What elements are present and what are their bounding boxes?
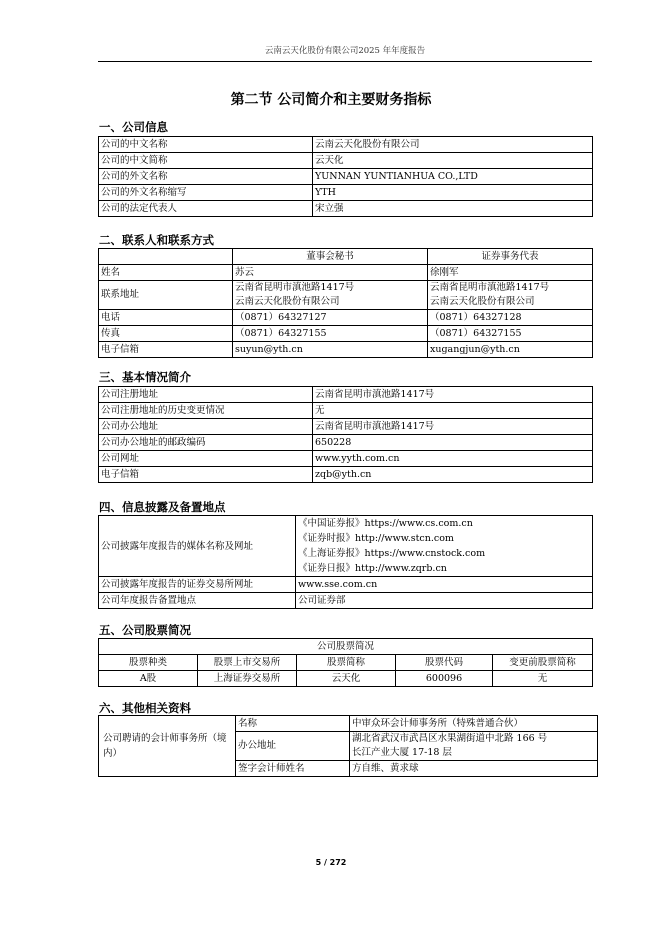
label-cell: 电子信箱 xyxy=(99,342,233,358)
column-header-secretary: 董事会秘书 xyxy=(233,249,428,265)
table-row xyxy=(99,249,593,265)
value-cell: 云南省昆明市滇池路1417号 xyxy=(313,419,593,435)
column-header: 股票简称 xyxy=(297,655,396,671)
label-cell: 公司注册地址 xyxy=(99,387,313,403)
label-cell: 公司披露年度报告的证券交易所网址 xyxy=(99,577,296,593)
label-cell: 电话 xyxy=(99,310,233,326)
table-row xyxy=(99,671,593,687)
group-label: 公司聘请的会计师事务所（境内） xyxy=(99,716,236,777)
label-cell: 公司网址 xyxy=(99,451,313,467)
label-cell: 公司办公地址 xyxy=(99,419,313,435)
address-line: 湖北省武汉市武昌区水果湖街道中北路 166 号 xyxy=(352,733,548,744)
value-cell: 云天化 xyxy=(297,671,396,687)
value-cell: 公司证券部 xyxy=(296,593,593,609)
label-cell: 名称 xyxy=(236,716,350,732)
table-row xyxy=(99,716,598,732)
media-line: 《证券时报》http://www.stcn.com xyxy=(298,533,454,544)
table-row xyxy=(99,201,593,217)
table-row xyxy=(99,639,593,655)
table-row xyxy=(99,326,593,342)
section-heading-contacts: 二、联系人和联系方式 xyxy=(99,233,214,247)
table-row xyxy=(99,655,593,671)
section-heading-disclosure: 四、信息披露及备置地点 xyxy=(99,500,226,514)
column-header: 变更前股票简称 xyxy=(493,655,593,671)
value-cell: zqb@yth.cn xyxy=(313,467,593,483)
media-line: 《证券日报》http://www.zqrb.cn xyxy=(298,563,447,574)
label-cell: 公司的中文简称 xyxy=(99,153,313,169)
label-cell: 电子信箱 xyxy=(99,467,313,483)
value-cell: 云南云天化股份有限公司 xyxy=(313,137,593,153)
label-cell: 姓名 xyxy=(99,265,233,281)
section-heading-stock: 五、公司股票简况 xyxy=(99,623,191,637)
value-cell: 中审众环会计师事务所（特殊普通合伙） xyxy=(350,716,598,732)
company-info-table xyxy=(98,136,593,217)
value-cell: YTH xyxy=(313,185,593,201)
table-row xyxy=(99,137,593,153)
label-cell: 公司的中文名称 xyxy=(99,137,313,153)
value-cell: 600096 xyxy=(396,671,493,687)
value-cell: www.sse.com.cn xyxy=(296,577,593,593)
value-cell xyxy=(296,516,593,577)
value-cell: 徐刚军 xyxy=(428,265,593,281)
table-row xyxy=(99,265,593,281)
other-info-table xyxy=(98,715,598,777)
chapter-title: 第二节 公司简介和主要财务指标 xyxy=(230,92,432,108)
value-cell: （0871）64327128 xyxy=(428,310,593,326)
table-row xyxy=(99,281,593,310)
table-row xyxy=(99,403,593,419)
column-header: 股票种类 xyxy=(99,655,198,671)
value-cell: （0871）64327155 xyxy=(233,326,428,342)
table-row xyxy=(99,577,593,593)
address-line: 云南省昆明市滇池路1417号 xyxy=(430,282,550,293)
media-line: 《上海证券报》https://www.cnstock.com xyxy=(298,548,486,559)
table-row xyxy=(99,387,593,403)
label-cell: 传真 xyxy=(99,326,233,342)
section-heading-other: 六、其他相关资料 xyxy=(99,701,191,715)
table-title: 公司股票简况 xyxy=(99,639,593,655)
table-row xyxy=(99,153,593,169)
value-cell: 方自维、黄求球 xyxy=(350,761,598,777)
table-row xyxy=(99,451,593,467)
header-rule xyxy=(98,61,592,62)
basic-info-table xyxy=(98,386,593,483)
label-cell: 公司的法定代表人 xyxy=(99,201,313,217)
address-line: 云南云天化股份有限公司 xyxy=(430,296,535,307)
column-header: 股票上市交易所 xyxy=(198,655,297,671)
media-line: 《中国证券报》https://www.cs.com.cn xyxy=(298,518,473,529)
value-cell: （0871）64327127 xyxy=(233,310,428,326)
table-row xyxy=(99,593,593,609)
value-cell xyxy=(233,281,428,310)
value-cell: 无 xyxy=(493,671,593,687)
address-line: 云南省昆明市滇池路1417号 xyxy=(235,282,355,293)
label-cell: 公司的外文名称 xyxy=(99,169,313,185)
value-cell: 上海证券交易所 xyxy=(198,671,297,687)
table-row xyxy=(99,310,593,326)
table-row xyxy=(99,435,593,451)
label-cell: 办公地址 xyxy=(236,732,350,761)
table-row xyxy=(99,516,593,577)
label-cell: 公司办公地址的邮政编码 xyxy=(99,435,313,451)
table-row xyxy=(99,185,593,201)
empty-cell xyxy=(99,249,233,265)
value-cell: 云南省昆明市滇池路1417号 xyxy=(313,387,593,403)
table-row xyxy=(99,342,593,358)
value-cell: xugangjun@yth.cn xyxy=(428,342,593,358)
value-cell xyxy=(428,281,593,310)
contacts-table xyxy=(98,248,593,358)
label-cell: 公司年度报告备置地点 xyxy=(99,593,296,609)
address-line: 长江产业大厦 17-18 层 xyxy=(352,747,452,758)
value-cell: 苏云 xyxy=(233,265,428,281)
table-row xyxy=(99,169,593,185)
section-heading-basic-info: 三、基本情况简介 xyxy=(99,370,191,384)
disclosure-table xyxy=(98,515,593,609)
value-cell: 宋立强 xyxy=(313,201,593,217)
value-cell: www.yyth.com.cn xyxy=(313,451,593,467)
table-row xyxy=(99,419,593,435)
value-cell: （0871）64327155 xyxy=(428,326,593,342)
value-cell: 650228 xyxy=(313,435,593,451)
value-cell: suyun@yth.cn xyxy=(233,342,428,358)
section-heading-company-info: 一、公司信息 xyxy=(99,120,168,134)
address-line: 云南云天化股份有限公司 xyxy=(235,296,340,307)
label-cell: 签字会计师姓名 xyxy=(236,761,350,777)
value-cell: YUNNAN YUNTIANHUA CO.,LTD xyxy=(313,169,593,185)
stock-table xyxy=(98,638,593,687)
value-cell: 云天化 xyxy=(313,153,593,169)
label-cell: 公司注册地址的历史变更情况 xyxy=(99,403,313,419)
value-cell: A股 xyxy=(99,671,198,687)
label-cell: 公司的外文名称缩写 xyxy=(99,185,313,201)
label-cell: 公司披露年度报告的媒体名称及网址 xyxy=(99,516,296,577)
column-header-representative: 证券事务代表 xyxy=(428,249,593,265)
value-cell xyxy=(350,732,598,761)
running-header: 云南云天化股份有限公司2025 年年度报告 xyxy=(264,46,426,56)
label-cell: 联系地址 xyxy=(99,281,233,310)
column-header: 股票代码 xyxy=(396,655,493,671)
page-number: 5 / 272 xyxy=(315,858,347,867)
table-row xyxy=(99,467,593,483)
value-cell: 无 xyxy=(313,403,593,419)
